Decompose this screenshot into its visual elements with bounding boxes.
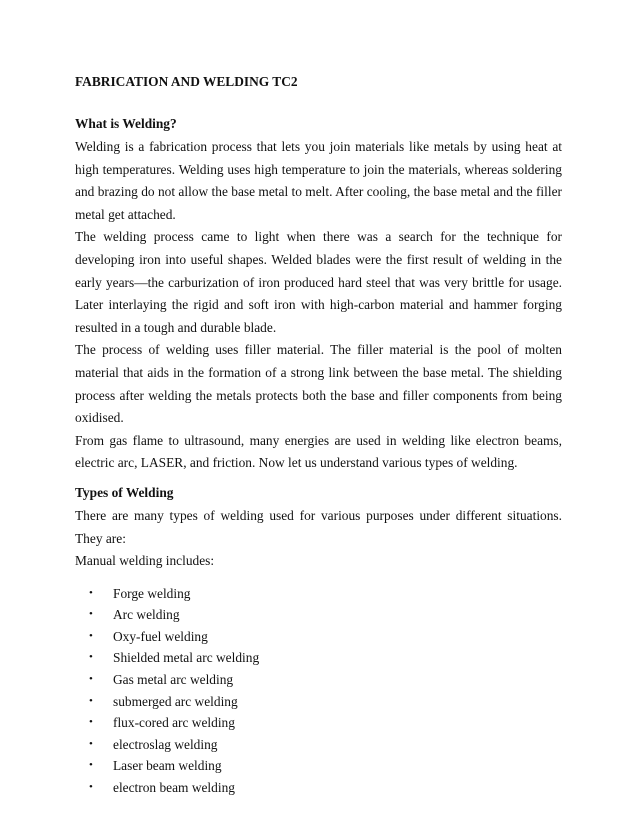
bullet-icon: • <box>89 608 93 621</box>
list-item: • submerged arc welding <box>75 691 562 713</box>
list-item: • Shielded metal arc welding <box>75 647 562 669</box>
list-item: • flux-cored arc welding <box>75 712 562 734</box>
list-item: • Gas metal arc welding <box>75 669 562 691</box>
list-item: • electroslag welding <box>75 734 562 756</box>
bullet-icon: • <box>89 716 93 729</box>
bullet-icon: • <box>89 737 93 750</box>
document-title: FABRICATION AND WELDING TC2 <box>75 74 298 89</box>
list-item: • Oxy-fuel welding <box>75 626 562 648</box>
paragraph: Manual welding includes: <box>75 553 215 569</box>
bullet-icon: • <box>89 759 93 772</box>
bullet-icon: • <box>89 781 93 794</box>
document-page <box>75 74 562 799</box>
welding-types-list <box>75 583 562 799</box>
bullet-icon: • <box>89 673 93 686</box>
bullet-icon: • <box>89 651 93 664</box>
paragraph: The welding process came to light when there was a search for the technique for developing iron into useful shapes. Welded blades were the first result of welding in the early years—the carburization of iron produced hard steel that was very brittle for usage. Later interlaying the rigid and soft iron with high-carbon material and hammer forging resulted in a tough and durable blade. <box>75 229 562 335</box>
list-item: • Laser beam welding <box>75 755 562 777</box>
paragraph: The process of welding uses filler material. The filler material is the pool of molten material that aids in the formation of a strong link between the base metal. The shielding process after welding the metals protects both the base and filler components from being oxidised. <box>75 342 562 426</box>
section-heading-what-is-welding: What is Welding? <box>75 116 177 131</box>
paragraph: There are many types of welding used for various purposes under different situations. They are: <box>75 507 562 546</box>
list-item: • Forge welding <box>75 583 562 605</box>
section-heading-types-of-welding: Types of Welding <box>75 484 174 500</box>
bullet-icon: • <box>89 586 93 599</box>
bullet-icon: • <box>89 629 93 642</box>
bullet-icon: • <box>89 694 93 707</box>
list-item: • electron beam welding <box>75 777 562 799</box>
paragraph: Welding is a fabrication process that lets you join materials like metals by using heat at high temperatures. Welding uses high temperature to join the materials, whereas soldering and brazing do not allow the base metal to melt. After cooling, the base metal and the filler metal get attached. <box>75 139 562 222</box>
list-item: • Arc welding <box>75 604 562 626</box>
paragraph: From gas flame to ultrasound, many energies are used in welding like electron beams, electric arc, LASER, and friction. Now let us understand various types of welding. <box>75 432 562 471</box>
